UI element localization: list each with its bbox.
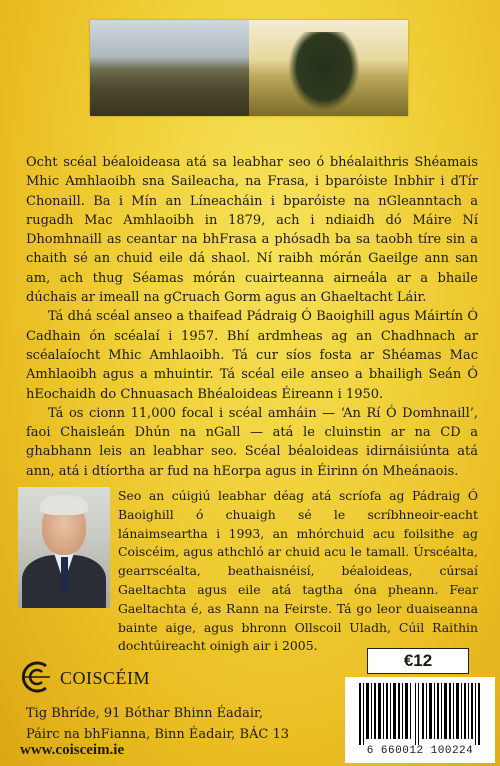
- intro-text: [26, 153, 478, 481]
- intro-paragraph-3: Tá os cionn 11,000 focal i scéal amháin — ‘An Rí Ó Domhnaill’, faoi Chaisleán Dhún na nGall — atá le cluinstin ar na CD a ghabhann leis an leabhar seo. Scéal béaloideas idirnáisiúnta atá ann, atá i dtíortha ar fud na hEorpa agus in Éirinn ón Mheánaois.: [26, 405, 478, 479]
- tree-silhouette: [289, 32, 359, 110]
- intro-paragraph-1: Ocht scéal béaloideasa atá sa leabhar seo ó bhéalaithris Shéamais Mhic Amhlaoibh sna Saileacha, na Frasa, i bparóiste Inbhir i dTír Chonaill. Ba i Mín an Líneacháin i bparóiste na nGleanntach a rugadh Mac Amhlaoibh in 1879, ach i ndiaidh dó Máire Ní Dhomhnaill as ceantar na bhFrasa a phósadh ba sa taobh tíre sin a chaith sé an chuid eile dá shaol. Ní raibh mórán Gaeilge ann san am, ach thug Séamas mórán cuairteanna airneála ar a bhaile dúchais ar imeall na gCruach Gorm agus an Ghaeltacht Láir.: [26, 155, 478, 306]
- price-label: €12: [367, 648, 469, 674]
- tree-photo: [249, 20, 408, 116]
- barcode-bars: [355, 683, 485, 745]
- author-photo: [18, 487, 110, 608]
- barcode: [345, 677, 495, 763]
- address-line-1: Tig Bhríde, 91 Bóthar Bhinn Éadair,: [26, 706, 263, 721]
- coisceim-logo: [20, 660, 54, 694]
- author-bio: Seo an cúigiú leabhar déag atá scríofa ag Pádraig Ó Baoighill ó chuaigh sé le scríbhneoir-eacht lánaimseartha i 1993, an mhórchuid acu foilsithe ag Coiscéim, agus athchló ar chuid acu le tamall. Úrscéalta, gearrscéalta, beathaisnéisí, béaloideas, cúrsaí Gaeltachta agus eile atá tagtha óna pheann. Fear Gaeltachta é, as Rann na Feirste. Tá go leor duaiseanna bainte aige, agus bhronn Ollscoil Uladh, Cúil Raithin dochtúireacht oinigh air i 2005.: [118, 488, 478, 654]
- address-line-2: Páirc na bhFianna, Binn Éadair, BÁC 13: [26, 727, 290, 742]
- landscape-photo: [90, 20, 408, 116]
- publisher-name: COISCÉIM: [60, 668, 151, 688]
- publisher-address: [26, 703, 289, 745]
- moorland-photo: [90, 20, 249, 116]
- intro-paragraph-2: Tá dhá scéal anseo a thaifead Pádraig Ó Baoighill agus Máirtín Ó Cadhain ón scéalaí i 1957. Bhí ardmheas ag an Chadhnach ar scéalaíocht Mhic Amhlaoibh. Tá cur síos fosta ar Shéamas Mac Amhlaoibh agus a mhuintir. Tá scéal eile anseo a bhailigh Seán Ó hEochaidh do Chnuasach Bhéaloideas Éireann i 1950.: [26, 309, 478, 402]
- publisher-website[interactable]: www.coisceim.ie: [20, 742, 125, 758]
- barcode-number: 6 660012 100224: [366, 745, 474, 757]
